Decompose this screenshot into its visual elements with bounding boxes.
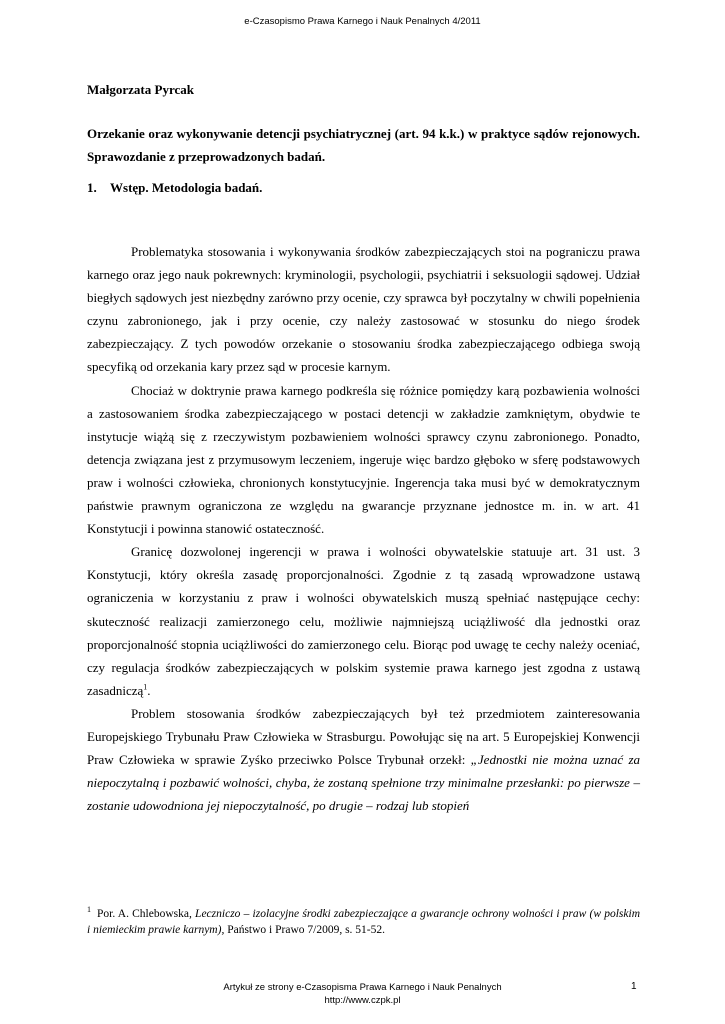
footnote-italic: , Leczniczo – izolacyjne środki zabezpieczające a gwarancje ochrony wolności i praw (w polskim i niemieckim prawie karnym), — [87, 908, 640, 936]
page-number: 1 — [631, 981, 637, 992]
footer-source: Artykuł ze strony e-Czasopisma Prawa Karnego i Nauk Penalnych — [223, 982, 502, 993]
paragraph-4-text: Problem stosowania środków zabezpieczających był też przedmiotem zainteresowania Europejskiego Trybunału Praw Człowieka w Strasburgu. Powołując się na art. 5 Europejskiej Konwencji Praw Człowieka w sprawie Zyśko przeciwko Polsce Trybunał orzekł: — [87, 705, 640, 768]
article-title: Orzekanie oraz wykonywanie detencji psychiatrycznej (art. 94 k.k.) w praktyce sądów rejonowych. Sprawozdanie z przeprowadzonych badań. — [87, 126, 640, 164]
paragraph-3 — [87, 540, 640, 702]
body-text — [87, 240, 640, 817]
paragraph-4 — [87, 702, 640, 817]
paragraph-3-text: Granicę dozwolonej ingerencji w prawa i wolności obywatelskie statuuje art. 31 ust. 3 Konstytucji, który określa zasadę proporcjonalności. Zgodnie z tą zasadą wprowadzone ustawą ograniczenia w korzystaniu z praw i wolności obywatelskich muszą spełniać następujące cechy: skuteczność realizacji zamierzonego celu, możliwie najmniejszą uciążliwość dla jednostki oraz proporcjonalność stopnia uciążliwości do zamierzonego celu. Biorąc pod uwagę te cechy należy oceniać, czy regulacja środków zabezpieczających w polskim systemie prawa karnego jest zgodna z ustawą zasadniczą — [87, 544, 640, 698]
section-heading — [87, 180, 262, 196]
footer-url[interactable]: http://www.czpk.pl — [324, 995, 401, 1006]
section-title: Wstęp. Metodologia badań. — [110, 180, 263, 195]
running-header: e-Czasopismo Prawa Karnego i Nauk Penalnych 4/2011 — [244, 16, 481, 27]
paragraph-1: Problematyka stosowania i wykonywania środków zabezpieczających stoi na pograniczu prawa karnego oraz jego nauk pokrewnych: kryminologii, psychologii, psychiatrii i seksuologii sądowej. Udział biegłych sądowych jest niezbędny zarówno przy ocenie, czy sprawca był poczytalny w chwili popełnienia czynu zabronionego, jak i przy ocenie, czy należy zastosować w stosunku do niego środek zabezpieczający. Z tych powodów orzekanie o stosowaniu środka zabezpieczającego odbiega swoją specyfiką od orzekania kary przez sąd w procesie karnym. — [87, 244, 640, 375]
paragraph-4-quote: „Jednostki nie można uznać za niepoczytalną i pozbawić wolności, chyba, że zostaną spełnione trzy minimalne przesłanki: po pierwsze – zostanie udowodniona jej niepoczytalność, po drugie – rodzaj lub stopień — [87, 752, 641, 814]
footnote-prefix: Por. A. Chlebowska — [97, 908, 189, 920]
paragraph-3-end: . — [147, 682, 151, 698]
footnote-suffix: Państwo i Prawo 7/2009, s. 51-52. — [224, 924, 386, 936]
page-footer — [0, 981, 725, 1007]
footnote-mark: 1 — [87, 905, 91, 915]
paragraph-2: Chociaż w doktrynie prawa karnego podkreśla się różnice pomiędzy karą pozbawienia wolności a zastosowaniem środka zabezpieczającego w postaci detencji w zakładzie zamkniętym, obydwie te instytucje wiążą się z rzeczywistym pozbawieniem wolności sprawcy czynu zabronionego. Ponadto, detencja związana jest z przymusowym leczeniem, ingeruje więc bardzo głęboko w sferę podstawowych praw i wolności człowieka, chronionych konstytucyjnie. Ingerencja taka musi być w demokratycznym państwie prawnym ograniczona ze względu na gwarancje przyznane jednostce m. in. w art. 41 Konstytucji i powinna stanowić ostateczność. — [87, 382, 640, 537]
author-name: Małgorzata Pyrcak — [87, 82, 194, 97]
footnote — [87, 906, 640, 938]
section-number: 1. — [87, 180, 97, 195]
footnote-reference[interactable]: 1 — [143, 682, 148, 692]
